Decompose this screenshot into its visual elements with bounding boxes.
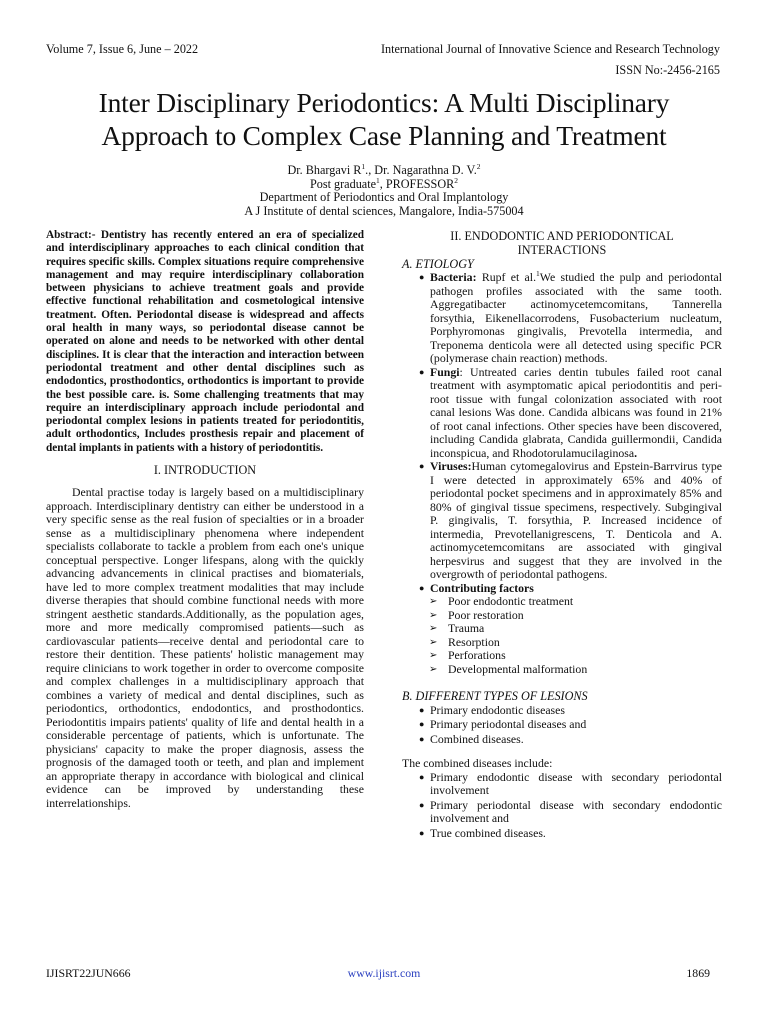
paper-title: [30, 86, 738, 152]
list-item: ➢ Trauma: [429, 621, 485, 636]
list-item: ➢ Perforations: [429, 648, 506, 663]
footer-paper-id: IJISRT22JUN666: [46, 966, 131, 980]
bullet-icon: ●: [419, 827, 425, 838]
list-item: ● Primary endodontic diseases: [419, 702, 565, 717]
bullet-icon: ●: [419, 582, 425, 593]
arrow-bullet-icon: ➢: [429, 650, 438, 662]
left-column: [46, 229, 364, 810]
list-item: ➢ Developmental malformation: [429, 661, 588, 676]
list-item: ● Combined diseases.: [419, 731, 524, 746]
list-item: ● True combined diseases.: [419, 825, 546, 840]
arrow-bullet-icon: ➢: [429, 609, 438, 621]
author-names: Dr. Bhargavi $R^1$., Dr. Nagarathna D. V.$^2$: [287, 162, 481, 177]
subheading-etiology: A. ETIOLOGY: [402, 257, 474, 271]
list-item: ● Primary periodontal diseases and: [419, 717, 587, 732]
arrow-bullet-icon: ➢: [429, 596, 438, 607]
contributing-factors-list: [402, 595, 722, 677]
author-department: Department of Periodontics and Oral Implantology: [259, 190, 509, 205]
introduction-paragraph: Dental practise today is largely based on a multidisciplinary approach. Interdisciplinary dentistry can either be understood in a very specific sense as the real fusion of specialties or in a broader sense as a multidisciplinary phenomena where independent specialists collaborate to tackle a problem from each one's unique conceptual perspective. Longer lifespans, along with the quickly advancing advancements in clinical practises and biomaterials, have led to more complex treatment modalities that may include diverse therapies that should combine functional needs with more stringent aesthetic standards.Additionally, as the population ages, more and more medically compromised patients―such as cardiovascular patients―receive dental and periodontal care to restore their dentition. These patients' holistic management may require clinicians to work together in order to overcome composite and complex challenges in a multidisciplinary approach that combines a variety of medical and dental disciplines, such as periodontics, orthodontics, endodontics, and prosthodontics. Periodontitis impairs patients' quality of life and dental health in a considerable percentage of patients, which is unfortunate. The physicians' capacity to make the proper diagnosis, assess the prognosis of the damaged tooth or teeth, and plan and implement an appropriate therapy in accordance with biological and clinical evidence can be improved by understanding these interrelationships.: [46, 485, 364, 810]
list-item: ● Primary periodontal disease with secondary endodontic involvement and: [419, 797, 722, 826]
section-heading-introduction: I. INTRODUCTION: [153, 463, 257, 478]
list-item-bacteria: ● Bacteria: Rupf et al.$^1$We studied the pulp and periodontal pathogen profiles associated with the same tooth. Aggregatibacter actinomycetemcomitans, Tannerella forsythia, Eikenellacorrodens, Fusobacterium nucleatum, Porphyromonas gingivalis, Prevotella intermedia, and Treponema denticola were all detected using specific PCR (polymerase chain reaction) methods.: [419, 269, 722, 365]
bullet-icon: ●: [419, 366, 425, 377]
paper-title-line-1: Inter Disciplinary Periodontics: A Multi Disciplinary: [98, 87, 670, 118]
list-item: ➢ Poor endodontic treatment: [429, 594, 574, 608]
arrow-bullet-icon: ➢: [429, 623, 438, 635]
journal-name: International Journal of Innovative Science and Research Technology: [380, 42, 720, 56]
right-column: [402, 229, 722, 840]
list-item: ● Primary endodontic disease with secondary periodontal involvement: [419, 769, 722, 798]
combined-diseases-intro: The combined diseases include:: [402, 756, 553, 771]
abstract: Abstract:- Dentistry has recently entered an era of specialized and interdisciplinary approaches to each clinical condition that requires specific skills. Complex situations require comprehensive management and may require interdisciplinary collaboration between physicians to achieve treatment goals and provide effective functional rehabilitation and cosmetological intensive treatment. Often. Periodontal disease is widespread and affects oral health in many ways, so periodontal disease cannot be operated on alone and needs to be networked with other dental disciplines. It is clear that the interaction and interaction between periodontal treatment and other dental disciplines such as endodontics, prosthodontics, orthodontics is important to provide the best possible care. is. Some challenging treatments that may require an interdisciplinary approach include periodontal and periodontal complex lesions in patients treated for periodontitis, adult orthodontics, Includes prosthesis repair and placement of dental implants in patients with a history of periodontitis.: [46, 229, 364, 454]
lesion-types-list: [402, 704, 722, 747]
subheading-lesion-types: B. DIFFERENT TYPES OF LESIONS: [402, 688, 588, 703]
etiology-list: [402, 271, 722, 595]
footer-page-number: 1869: [686, 966, 710, 980]
journal-issn: ISSN No:-2456-2165: [615, 63, 720, 77]
list-item-fungi: ● Fungi: Untreated caries dentin tubules failed root canal treatment with asymptomatic apical periodontitis and peri-root tissue with fungal colonization associated with root canal lesions Was done. Candida albicans was found in 21% of root canal infections. Other species have been discovered, including Candida glabrata, Candida guillermondii, Candida inconspicua, and Rhodotorulamucilaginosa.: [419, 364, 722, 460]
bullet-icon: ●: [419, 272, 425, 282]
arrow-bullet-icon: ➢: [429, 663, 438, 675]
bullet-icon: ●: [419, 704, 425, 715]
list-item: ➢ Resorption: [429, 634, 500, 649]
author-institute: A J Institute of dental sciences, Mangalore, India-575004: [244, 203, 524, 218]
author-roles: Post graduate$^1$, PROFESSOR$^2$: [309, 175, 459, 191]
list-item: ➢ Poor restoration: [429, 607, 524, 622]
combined-diseases-list: [402, 771, 722, 841]
footer-website-link[interactable]: www.ijisrt.com: [347, 966, 421, 980]
arrow-bullet-icon: ➢: [429, 636, 438, 648]
paper-title-line-2: Approach to Complex Case Planning and Treatment: [101, 120, 667, 151]
list-item-viruses: ● Viruses:Human cytomegalovirus and Epstein-Barrvirus type I were detected in approximately 65% and 40% of periodontal pocket specimens and in approximately 85% and 80% of gingival tissue specimens, respectively. Subgingival P. gingivalis, T. forsythia, P. Increased incidence of intermedia, Prevotellanigrescens, T. Denticola and A. actinomycetemcomitans are associated with gingival herpesvirus and suggest that they are involved in the overgrowth of periodontal pathogens.: [419, 459, 722, 581]
journal-volume: Volume 7, Issue 6, June – 2022: [46, 42, 199, 56]
bullet-icon: ●: [419, 719, 425, 730]
section-heading-endodontic: II. ENDODONTIC AND PERIODONTICAL INTERACTIONS: [450, 229, 674, 257]
author-block: [150, 164, 618, 218]
bullet-icon: ●: [419, 771, 425, 782]
bullet-icon: ●: [419, 799, 425, 810]
bullet-icon: ●: [419, 733, 425, 744]
bullet-icon: ●: [419, 461, 425, 471]
list-item-contributing-factors: ● Contributing factors: [419, 580, 534, 595]
